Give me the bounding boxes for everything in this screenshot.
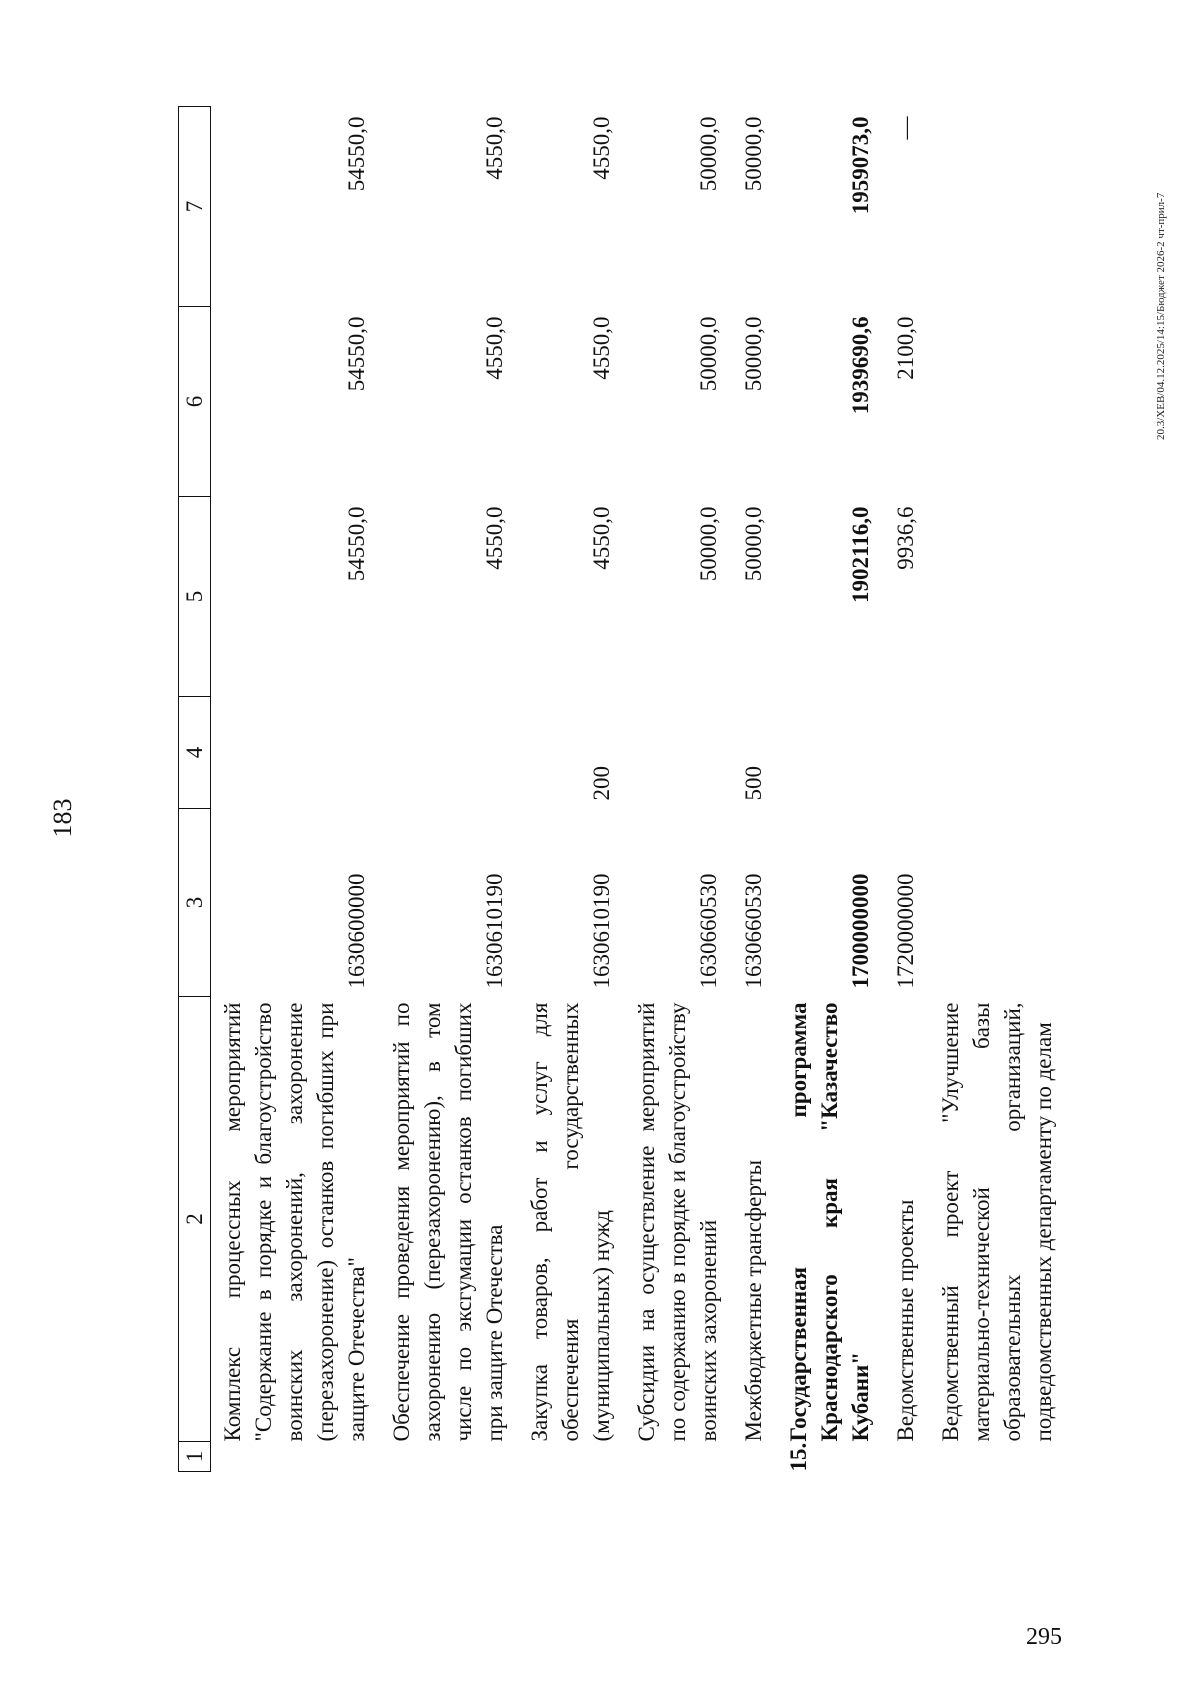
table-row [929,107,1067,1472]
row-code: 1700000000 [848,873,873,989]
row-value-5: 50000,0 [696,506,721,582]
row-value-5: 9936,6 [893,506,918,570]
row-number [884,1442,929,1472]
budget-table [178,106,1067,1472]
row-code: 1630660530 [741,873,766,989]
row-code: 1630660530 [696,873,721,989]
row-code [929,809,1067,997]
table-row [884,107,929,1472]
row-value-7: 4550,0 [482,116,507,180]
row-value-6: 4550,0 [482,316,507,380]
row-value-6: 2100,0 [893,316,918,380]
row-value-5: 4550,0 [589,506,614,570]
row-code: 1630610190 [589,873,614,989]
table-header-row [179,107,211,1472]
row-type [380,697,518,809]
column-header: 5 [179,497,211,697]
row-number [211,1442,381,1472]
row-value-5: 1902116,0 [848,506,873,603]
column-header: 2 [179,997,211,1442]
row-value-7: — [893,116,918,140]
row-number: 15. [786,1442,811,1472]
row-type [625,697,732,809]
column-header: 6 [179,307,211,497]
row-number [380,1442,518,1472]
row-name: Ведомственные проекты [893,1199,918,1442]
row-value-7: 50000,0 [696,116,721,192]
row-value-7: 1959073,0 [848,116,873,215]
row-value-6: 50000,0 [696,316,721,392]
table-row [518,107,625,1472]
row-value-6 [929,307,1067,497]
row-type: 500 [741,766,766,801]
table-row [625,107,732,1472]
row-code: 1630600000 [344,873,369,989]
row-value-7: 4550,0 [589,116,614,180]
row-number [518,1442,625,1472]
column-header: 1 [179,1442,211,1472]
row-value-5: 54550,0 [344,506,369,582]
row-type [884,697,929,809]
row-value-6: 1939690,6 [848,316,873,415]
row-value-7: 50000,0 [741,116,766,192]
row-code: 1630610190 [482,873,507,989]
row-name: Закупка товаров, работ и услуг для обеспечения государственных (муниципальных) нужд [527,1002,614,1442]
table-row [732,107,777,1472]
row-code: 1720000000 [893,873,918,989]
row-number [929,1442,1067,1472]
row-value-7 [929,107,1067,307]
row-value-6: 4550,0 [589,316,614,380]
column-header: 7 [179,107,211,307]
row-name: Межбюджетные трансферты [741,1159,766,1442]
row-name: Комплекс процессных мероприятий "Содержание в порядке и благоустройство воинских захоронений, захоронение (перезахоронение) останков погибших при защите Отечества" [220,1002,369,1442]
row-value-5 [929,497,1067,697]
row-value-6: 54550,0 [344,316,369,392]
rotated-page [0,45,1200,1590]
row-value-5: 50000,0 [741,506,766,582]
table-row [211,107,381,1472]
column-header: 3 [179,809,211,997]
row-number [732,1442,777,1472]
row-type [211,697,381,809]
page-number: 183 [48,798,77,838]
footer-page-number: 295 [1026,1624,1062,1650]
row-type [777,697,884,809]
row-value-7: 54550,0 [344,116,369,192]
row-name: Субсидии на осуществление мероприятий по содержанию в порядке и благоустройству воинских захоронений [634,1002,721,1442]
table-row [380,107,518,1472]
document-stamp: 20.3/ХЕВ/04.12.2025/14:15/Бюджет 2026-2 чт-прил-7 [1155,192,1167,440]
row-value-6: 50000,0 [741,316,766,392]
row-name: Обеспечение проведения мероприятий по захоронению (перезахоронению), в том числе по эксгумации останков погибших при защите Отечества [389,1002,507,1442]
table-row [777,107,884,1472]
row-type: 200 [589,766,614,801]
row-number [625,1442,732,1472]
row-name: Ведомственный проект "Улучшение материально-технической базы образовательных организаций, подведомственных департаменту по делам [938,1002,1056,1442]
row-name: Государственная программа Краснодарского края "Казачество Кубани" [786,1002,873,1442]
row-value-5: 4550,0 [482,506,507,570]
row-type [929,697,1067,809]
column-header: 4 [179,697,211,809]
